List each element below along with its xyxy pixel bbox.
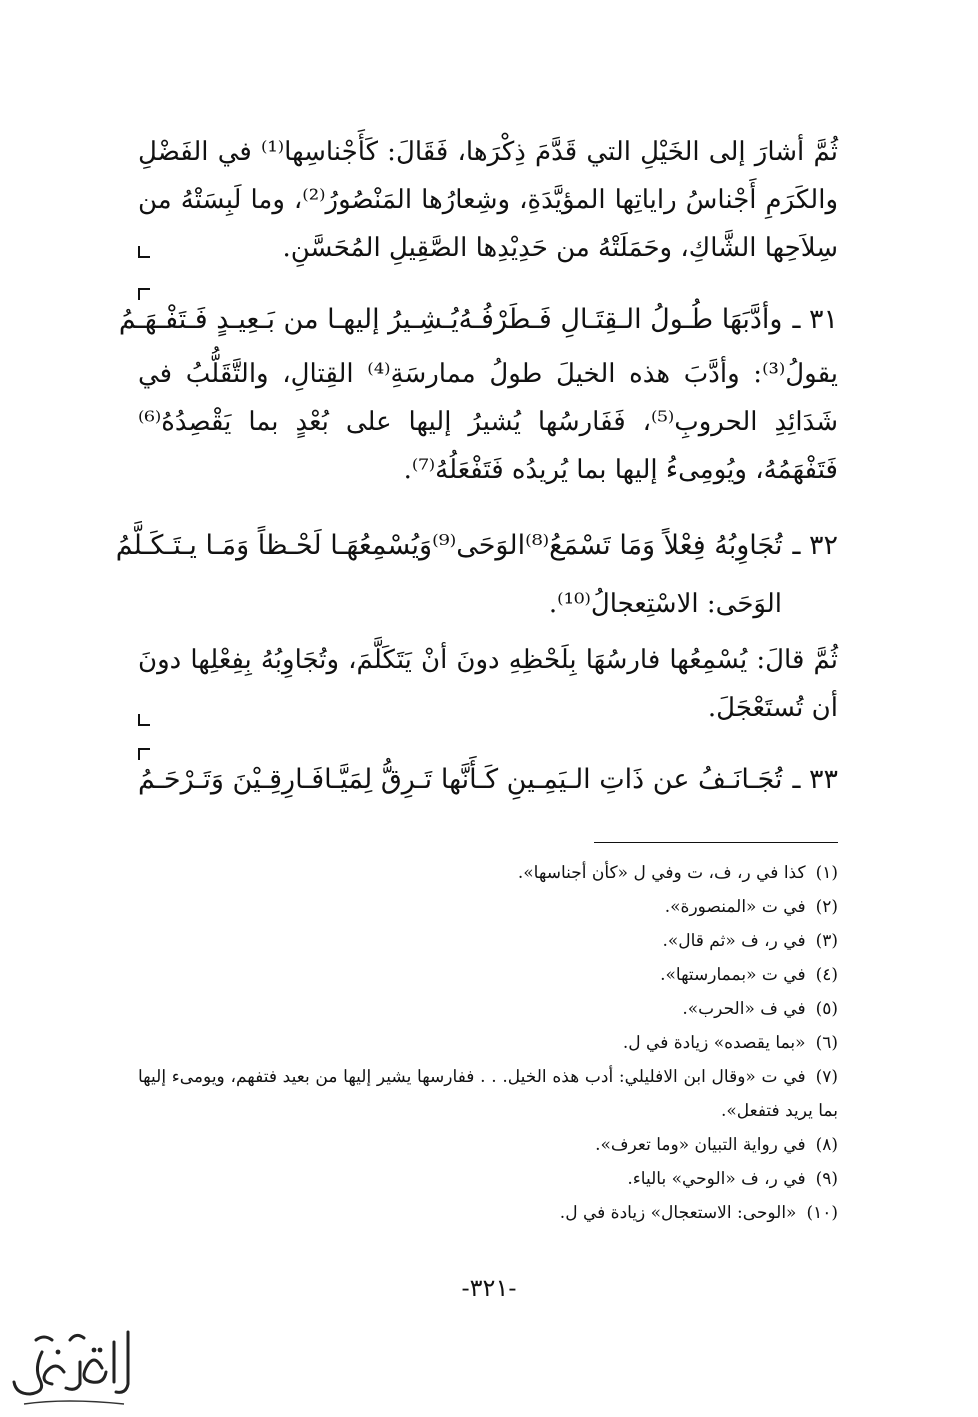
- commentary-paragraph-3: ثُمَّ قالَ: يُسْمِعُها فارسُهَا بِلَحْظِهِ دونَ أنْ يَتَكَلَّمَ، وتُجَاوِبُهُ بِفِعْلِها دونَ أن تُستَعْجَلَ.: [138, 645, 838, 723]
- library-calligraphy-logo-icon: [6, 1322, 146, 1412]
- footnote: [138, 1162, 838, 1196]
- footnote-text: في ت «بممارستها».: [660, 965, 806, 985]
- footnote-number: (٢): [815, 897, 838, 917]
- commentary-paragraph-1: ثُمَّ أشارَ إلى الخَيْلِ التي قَدَّمَ ذِكْرَها، فَقَالَ: كَأَجْناسِها⁽¹⁾ في الفَضْلِ والكَرَمِ أَجْناسُ راياتِها المؤيَّدَةِ، وشِعارُها المَنْصُورُ⁽²⁾، وما لَبِسَتْهُ من سِلاَحِها الشَّاكِ، وحَمَلَتْهُ من حَدِيْدِها الصَّقِيلِ المُحَسَّنِ.: [138, 137, 838, 263]
- footnote: [138, 1196, 838, 1230]
- footnotes: [138, 856, 838, 1230]
- page-number: -٣٢١-: [461, 1274, 517, 1302]
- footnote-text: «الوحى: الاستعجال» زيادة في ل.: [559, 1203, 797, 1223]
- verse-first-hemistich: تُجَاوِبُهُ فِعْلاً وَمَا تَسْمَعُ⁽⁸⁾الوَحَى⁽⁹⁾: [432, 530, 783, 561]
- verse-32-gloss: الوَحَى: الاسْتِعجالُ⁽¹⁰⁾.: [548, 589, 782, 619]
- footnote-text: «بما يقصده» زيادة في ل.: [622, 1033, 806, 1053]
- footnote-number: (١٠): [806, 1203, 838, 1223]
- verse-33: [138, 756, 838, 804]
- verse-second-hemistich: يُـشِـيرُ إليهـا من بَـعِيـدٍ فَـتَفْـهَـمُ: [118, 304, 459, 335]
- verse-31: [118, 296, 838, 344]
- footnote-text: في ر، ف «ثم قال».: [662, 931, 806, 951]
- footnote-number: (٦): [815, 1033, 838, 1053]
- verse-first-hemistich: وأدَّبَهَا طُـولُ الـقِتَـالِ فَـطَرْفُـهُ: [458, 304, 783, 335]
- verse-first-hemistich: تُجَـانَـفُ عن ذَاتِ الـيَمِـينِ كَـأَنَّها: [440, 764, 783, 795]
- footnote: [138, 924, 838, 958]
- verse-number: ٣٢ ـ: [792, 530, 838, 561]
- verse-second-hemistich: وَيُسْمِعُهَـا لَحْـظاً وَمَـا يـتَـكَـلَّمُ: [115, 530, 433, 561]
- section-end-mark: [138, 246, 150, 258]
- section-end-mark: [138, 714, 150, 726]
- footnote: [138, 890, 838, 924]
- footnote-number: (٨): [815, 1135, 838, 1155]
- verse-number: ٣٣ ـ: [792, 764, 838, 795]
- footnote-text: في ت «المنصورة».: [664, 897, 806, 917]
- footnote-text: كذا في ر، ف، ت وفي ل «كأن أجناسها».: [517, 863, 806, 883]
- footnote: [138, 992, 838, 1026]
- footnote-divider: [594, 842, 838, 843]
- footnote-number: (١): [815, 863, 838, 883]
- footnote-text: في رواية التبيان «وما تعرف».: [595, 1135, 806, 1155]
- footnote-number: (٧): [815, 1067, 838, 1087]
- footnote: [138, 1060, 838, 1128]
- footnote-number: (٩): [815, 1169, 838, 1189]
- footnote-text: في ف «الحرب».: [682, 999, 806, 1019]
- verse-32: [115, 522, 838, 570]
- verse-number: ٣١ ـ: [792, 304, 838, 335]
- verse-second-hemistich: تَـرِقُّ لِمَيَّـافَـارِقِـيْنَ وَتَـرْحَـمُ: [138, 764, 433, 795]
- footnote-text: في ر، ف «الوحي» بالياء.: [627, 1169, 806, 1189]
- footnote: [138, 1026, 838, 1060]
- footnote: [138, 856, 838, 890]
- commentary-paragraph-2: يقولُ⁽³⁾: وأدَّبَ هذه الخيلَ طولُ ممارسَةِ⁽⁴⁾ القِتالِ، والتَّقَلُّبُ في شَدَائِدِ الحروبِ⁽⁵⁾، فَفَارسُها يُشيرُ إليها على بُعْدٍ بما يَقْصِدُهُ⁽⁶⁾ فَتَفْهَمُهُ، ويُومِىءُ إليها بما يُريدُه فَتَفْعَلُهُ⁽⁷⁾.: [138, 359, 839, 485]
- footnote-number: (٣): [815, 931, 838, 951]
- footnote-number: (٤): [815, 965, 838, 985]
- footnote-text: في ت «وقال ابن الافليلي: أدب هذه الخيل. . . ففارسها يشير إليها من بعيد فتفهم، ويومىء إليها بما يريد فتفعل».: [138, 1067, 838, 1121]
- footnote: [138, 1128, 838, 1162]
- footnote: [138, 958, 838, 992]
- footnote-number: (٥): [815, 999, 838, 1019]
